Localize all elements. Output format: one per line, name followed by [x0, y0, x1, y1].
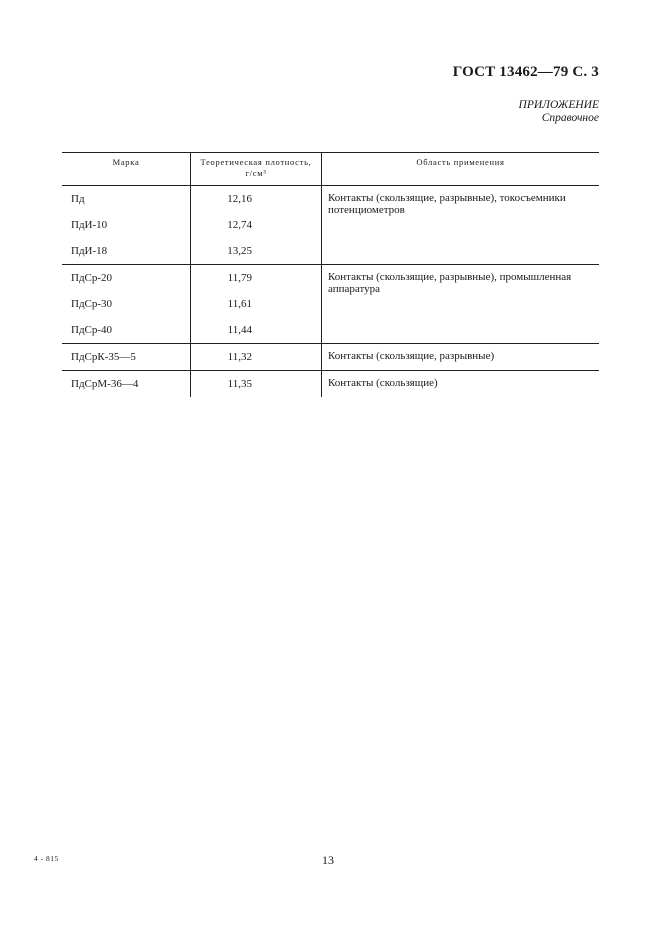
table-row [62, 186, 599, 265]
table-row [62, 371, 599, 398]
density-value: 13,25 [227, 245, 252, 257]
appendix-note: Справочное [541, 112, 599, 124]
grade-value: Пд [71, 193, 85, 205]
grade-value: ПдСрМ-36—4 [71, 378, 139, 390]
document-reference: ГОСТ 13462—79 С. 3 [452, 64, 599, 80]
grade-value: ПдИ-18 [71, 245, 108, 257]
grade-cell [62, 371, 191, 398]
grade-value: ПдСр-30 [71, 298, 113, 310]
column-header-density-unit: г/см³ [245, 168, 267, 178]
density-cell [191, 371, 322, 398]
appendix-label [519, 99, 599, 125]
grade-cell [62, 186, 191, 265]
density-value: 11,35 [227, 378, 252, 390]
alloy-table [62, 152, 599, 397]
column-header-density [191, 153, 322, 186]
grade-value: ПдСр-20 [71, 272, 113, 284]
density-value: 11,79 [227, 272, 252, 284]
print-code: 4 - 815 [34, 854, 59, 863]
table-row [62, 265, 599, 344]
density-value: 12,74 [227, 219, 252, 231]
column-header-application: Область применения [322, 153, 600, 186]
density-value: 11,32 [227, 351, 252, 363]
grade-cell [62, 265, 191, 344]
grade-cell [62, 344, 191, 371]
page-number: 13 [322, 853, 334, 867]
density-value: 11,61 [227, 298, 252, 310]
density-value: 12,16 [227, 193, 252, 205]
appendix-title: ПРИЛОЖЕНИЕ [518, 99, 599, 111]
table-row [62, 344, 599, 371]
application-cell: Контакты (скользящие, разрывные), промышленная аппаратура [322, 265, 600, 344]
application-cell: Контакты (скользящие, разрывные) [322, 344, 600, 371]
column-header-density-line1: Теоретическая плотность, [200, 157, 312, 167]
density-cell [191, 265, 322, 344]
density-value: 11,44 [227, 324, 252, 336]
column-header-grade: Марка [62, 153, 191, 186]
density-cell [191, 186, 322, 265]
density-cell [191, 344, 322, 371]
grade-value: ПдИ-10 [71, 219, 108, 231]
table-header-row [62, 153, 599, 186]
application-cell: Контакты (скользящие) [322, 371, 600, 398]
grade-value: ПдСрК-35—5 [71, 351, 136, 363]
grade-value: ПдСр-40 [71, 324, 113, 336]
application-cell: Контакты (скользящие, разрывные), токосъемники потенциометров [322, 186, 600, 265]
